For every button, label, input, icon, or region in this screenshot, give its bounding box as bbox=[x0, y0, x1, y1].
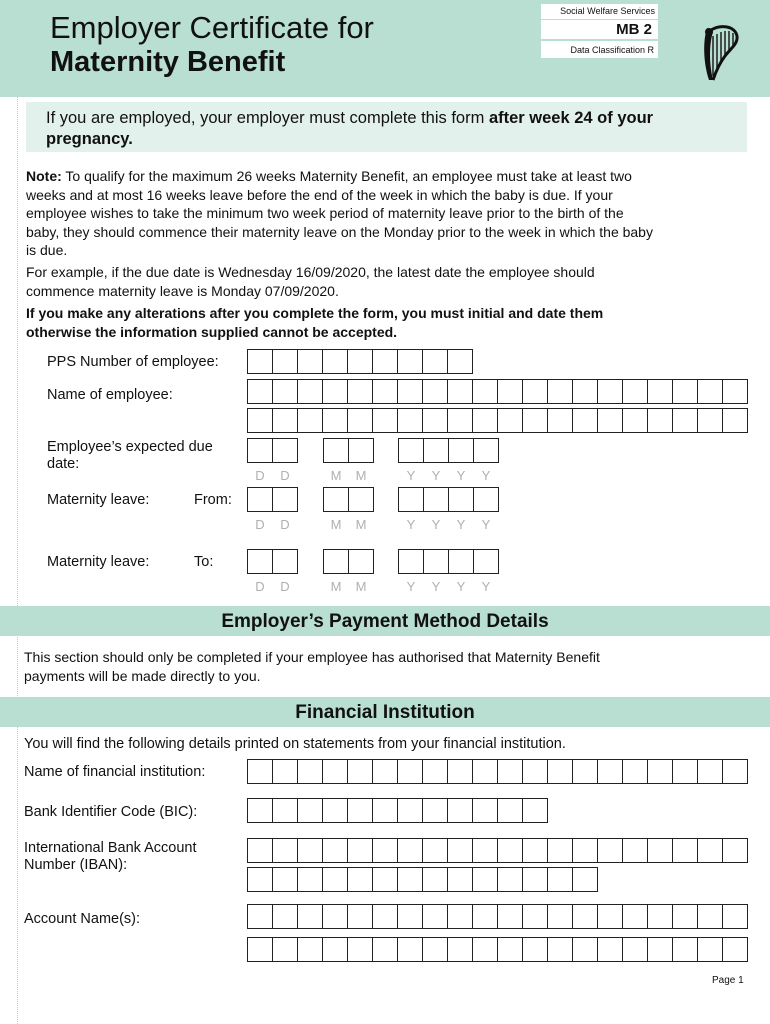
date-hint-char: M bbox=[355, 468, 367, 483]
char-box[interactable] bbox=[423, 867, 448, 892]
char-box[interactable] bbox=[298, 798, 323, 823]
char-box[interactable] bbox=[373, 408, 398, 433]
char-box[interactable] bbox=[423, 349, 448, 374]
from-label: From: bbox=[194, 492, 232, 508]
char-box[interactable] bbox=[423, 798, 448, 823]
char-box[interactable] bbox=[573, 379, 598, 404]
to-label: To: bbox=[194, 554, 214, 570]
example-line2: commence maternity leave is Monday 07/09/2020. bbox=[26, 282, 339, 299]
char-box[interactable] bbox=[323, 759, 348, 784]
date-hint-char: D bbox=[255, 517, 265, 532]
date-hint-char: M bbox=[355, 579, 367, 594]
leave-to-month-input[interactable] bbox=[323, 549, 374, 574]
account-name-label: Account Name(s): bbox=[24, 911, 141, 927]
char-box[interactable] bbox=[399, 549, 424, 574]
char-box[interactable] bbox=[449, 487, 474, 512]
char-box[interactable] bbox=[723, 937, 748, 962]
institution-name-input[interactable] bbox=[247, 759, 748, 784]
payment-line1: This section should only be completed if your employee has authorised that Maternity Benefit bbox=[24, 649, 600, 665]
char-box[interactable] bbox=[473, 798, 498, 823]
char-box[interactable] bbox=[648, 379, 673, 404]
margin-guide bbox=[17, 0, 18, 1024]
char-box[interactable] bbox=[248, 379, 273, 404]
char-box[interactable] bbox=[373, 349, 398, 374]
char-box[interactable] bbox=[548, 408, 573, 433]
char-box[interactable] bbox=[498, 838, 523, 863]
char-box[interactable] bbox=[448, 759, 473, 784]
pps-label: PPS Number of employee: bbox=[47, 354, 219, 370]
char-box[interactable] bbox=[248, 438, 273, 463]
char-box[interactable] bbox=[273, 487, 298, 512]
char-box[interactable] bbox=[273, 867, 298, 892]
char-box[interactable] bbox=[348, 838, 373, 863]
char-box[interactable] bbox=[673, 904, 698, 929]
date-hint-char: D bbox=[255, 579, 265, 594]
char-box[interactable] bbox=[723, 379, 748, 404]
date-hint-char: M bbox=[355, 517, 367, 532]
date-hint-char: D bbox=[280, 468, 290, 483]
pps-number-input[interactable] bbox=[247, 349, 473, 374]
char-box[interactable] bbox=[398, 867, 423, 892]
char-box[interactable] bbox=[498, 798, 523, 823]
char-box[interactable] bbox=[698, 904, 723, 929]
harp-icon bbox=[697, 22, 743, 86]
char-box[interactable] bbox=[298, 838, 323, 863]
char-box[interactable] bbox=[473, 379, 498, 404]
alterations-warning bbox=[26, 304, 754, 341]
leave-to-label: Maternity leave: bbox=[47, 554, 150, 570]
char-box[interactable] bbox=[273, 904, 298, 929]
char-box[interactable] bbox=[548, 379, 573, 404]
char-box[interactable] bbox=[498, 759, 523, 784]
char-box[interactable] bbox=[423, 937, 448, 962]
char-box[interactable] bbox=[323, 379, 348, 404]
char-box[interactable] bbox=[598, 408, 623, 433]
char-box[interactable] bbox=[398, 349, 423, 374]
account-name-input-line1[interactable] bbox=[247, 904, 748, 929]
char-box[interactable] bbox=[623, 759, 648, 784]
date-hint-char: Y bbox=[406, 579, 416, 594]
char-box[interactable] bbox=[473, 937, 498, 962]
char-box[interactable] bbox=[423, 759, 448, 784]
char-box[interactable] bbox=[474, 549, 499, 574]
due-date-month-input[interactable] bbox=[323, 438, 374, 463]
char-box[interactable] bbox=[449, 549, 474, 574]
char-box[interactable] bbox=[398, 759, 423, 784]
char-box[interactable] bbox=[548, 759, 573, 784]
char-box[interactable] bbox=[248, 838, 273, 863]
char-box[interactable] bbox=[448, 408, 473, 433]
date-hint-char: D bbox=[255, 468, 265, 483]
financial-heading: Financial Institution bbox=[0, 697, 770, 727]
char-box[interactable] bbox=[698, 759, 723, 784]
char-box[interactable] bbox=[698, 838, 723, 863]
char-box[interactable] bbox=[373, 838, 398, 863]
char-box[interactable] bbox=[323, 904, 348, 929]
char-box[interactable] bbox=[648, 937, 673, 962]
char-box[interactable] bbox=[698, 408, 723, 433]
char-box[interactable] bbox=[448, 904, 473, 929]
char-box[interactable] bbox=[623, 379, 648, 404]
char-box[interactable] bbox=[498, 904, 523, 929]
char-box[interactable] bbox=[348, 937, 373, 962]
char-box[interactable] bbox=[623, 904, 648, 929]
char-box[interactable] bbox=[598, 379, 623, 404]
employee-name-input-line1[interactable] bbox=[247, 379, 748, 404]
leave-from-day-input[interactable] bbox=[247, 487, 298, 512]
char-box[interactable] bbox=[298, 408, 323, 433]
note-line1: To qualify for the maximum 26 weeks Maternity Benefit, an employee must take at least two bbox=[65, 168, 632, 184]
note-paragraph bbox=[26, 167, 754, 260]
date-hint-char: M bbox=[330, 517, 342, 532]
char-box[interactable] bbox=[673, 379, 698, 404]
char-box[interactable] bbox=[273, 937, 298, 962]
intro-box bbox=[26, 102, 747, 152]
char-box[interactable] bbox=[523, 937, 548, 962]
char-box[interactable] bbox=[424, 549, 449, 574]
due-date-day-input[interactable] bbox=[247, 438, 298, 463]
due-date-year-input[interactable] bbox=[398, 438, 499, 463]
char-box[interactable] bbox=[298, 759, 323, 784]
date-hint-char: Y bbox=[481, 468, 491, 483]
char-box[interactable] bbox=[273, 379, 298, 404]
char-box[interactable] bbox=[448, 838, 473, 863]
char-box[interactable] bbox=[523, 867, 548, 892]
char-box[interactable] bbox=[424, 438, 449, 463]
iban-input-line1[interactable] bbox=[247, 838, 748, 863]
char-box[interactable] bbox=[573, 759, 598, 784]
char-box[interactable] bbox=[399, 487, 424, 512]
classification-label: Data Classification R bbox=[541, 40, 658, 58]
char-box[interactable] bbox=[248, 487, 273, 512]
employee-name-input-line2[interactable] bbox=[247, 408, 748, 433]
char-box[interactable] bbox=[648, 759, 673, 784]
leave-from-year-input[interactable] bbox=[398, 487, 499, 512]
leave-to-day-input[interactable] bbox=[247, 549, 298, 574]
char-box[interactable] bbox=[373, 798, 398, 823]
date-hint-char: Y bbox=[481, 517, 491, 532]
form-title-line2: Maternity Benefit bbox=[50, 46, 286, 78]
char-box[interactable] bbox=[423, 379, 448, 404]
char-box[interactable] bbox=[273, 838, 298, 863]
due-date-label-line2: date: bbox=[47, 456, 80, 472]
char-box[interactable] bbox=[523, 379, 548, 404]
employee-name-label: Name of employee: bbox=[47, 387, 173, 403]
char-box[interactable] bbox=[398, 798, 423, 823]
note-line2: weeks and at most 16 weeks leave before the end of the week in which the baby is due. If your bbox=[26, 186, 613, 203]
char-box[interactable] bbox=[523, 759, 548, 784]
date-hint-char: Y bbox=[431, 579, 441, 594]
char-box[interactable] bbox=[623, 408, 648, 433]
char-box[interactable] bbox=[348, 904, 373, 929]
date-hint-char: D bbox=[280, 579, 290, 594]
iban-label-line2: Number (IBAN): bbox=[24, 857, 128, 873]
char-box[interactable] bbox=[448, 379, 473, 404]
char-box[interactable] bbox=[648, 408, 673, 433]
iban-label-line1: International Bank Account bbox=[24, 840, 197, 856]
date-hint-char: Y bbox=[456, 517, 466, 532]
char-box[interactable] bbox=[473, 759, 498, 784]
char-box[interactable] bbox=[398, 904, 423, 929]
char-box[interactable] bbox=[498, 379, 523, 404]
payment-line2: payments will be made directly to you. bbox=[24, 667, 261, 684]
char-box[interactable] bbox=[523, 798, 548, 823]
char-box[interactable] bbox=[648, 904, 673, 929]
char-box[interactable] bbox=[548, 867, 573, 892]
char-box[interactable] bbox=[373, 759, 398, 784]
department-label: Social Welfare Services bbox=[541, 4, 658, 19]
char-box[interactable] bbox=[423, 838, 448, 863]
intro-text: If you are employed, your employer must complete this form bbox=[46, 109, 489, 127]
char-box[interactable] bbox=[273, 798, 298, 823]
page-number: Page 1 bbox=[712, 975, 744, 986]
char-box[interactable] bbox=[273, 549, 298, 574]
char-box[interactable] bbox=[448, 867, 473, 892]
char-box[interactable] bbox=[348, 867, 373, 892]
char-box[interactable] bbox=[673, 838, 698, 863]
char-box[interactable] bbox=[598, 838, 623, 863]
char-box[interactable] bbox=[248, 549, 273, 574]
form-title-line1: Employer Certificate for bbox=[50, 10, 374, 45]
char-box[interactable] bbox=[423, 408, 448, 433]
date-hint-char: M bbox=[330, 579, 342, 594]
leave-from-label: Maternity leave: bbox=[47, 492, 150, 508]
char-box[interactable] bbox=[573, 904, 598, 929]
char-box[interactable] bbox=[349, 487, 374, 512]
char-box[interactable] bbox=[473, 408, 498, 433]
char-box[interactable] bbox=[449, 438, 474, 463]
char-box[interactable] bbox=[373, 379, 398, 404]
date-hint-char: D bbox=[280, 517, 290, 532]
char-box[interactable] bbox=[673, 759, 698, 784]
char-box[interactable] bbox=[523, 408, 548, 433]
char-box[interactable] bbox=[573, 408, 598, 433]
iban-input-line2[interactable] bbox=[247, 867, 598, 892]
char-box[interactable] bbox=[298, 349, 323, 374]
char-box[interactable] bbox=[474, 438, 499, 463]
char-box[interactable] bbox=[673, 937, 698, 962]
char-box[interactable] bbox=[324, 549, 349, 574]
leave-to-year-input[interactable] bbox=[398, 549, 499, 574]
form-code: MB 2 bbox=[541, 19, 658, 39]
char-box[interactable] bbox=[398, 838, 423, 863]
char-box[interactable] bbox=[398, 408, 423, 433]
intro-bold-2: pregnancy. bbox=[46, 130, 133, 148]
char-box[interactable] bbox=[723, 408, 748, 433]
account-name-input-line2[interactable] bbox=[247, 937, 748, 962]
char-box[interactable] bbox=[398, 937, 423, 962]
date-hint-char: Y bbox=[456, 579, 466, 594]
note-label: Note: bbox=[26, 168, 62, 184]
char-box[interactable] bbox=[448, 349, 473, 374]
char-box[interactable] bbox=[623, 838, 648, 863]
char-box[interactable] bbox=[348, 408, 373, 433]
date-hint-char: Y bbox=[406, 517, 416, 532]
char-box[interactable] bbox=[323, 838, 348, 863]
char-box[interactable] bbox=[323, 798, 348, 823]
char-box[interactable] bbox=[324, 438, 349, 463]
date-hint-char: Y bbox=[406, 468, 416, 483]
char-box[interactable] bbox=[498, 937, 523, 962]
char-box[interactable] bbox=[573, 838, 598, 863]
due-date-label bbox=[47, 439, 213, 473]
char-box[interactable] bbox=[573, 867, 598, 892]
char-box[interactable] bbox=[349, 438, 374, 463]
char-box[interactable] bbox=[349, 549, 374, 574]
char-box[interactable] bbox=[324, 487, 349, 512]
char-box[interactable] bbox=[323, 867, 348, 892]
intro-bold-1: after week 24 of your bbox=[488, 109, 654, 127]
char-box[interactable] bbox=[323, 937, 348, 962]
payment-paragraph bbox=[24, 648, 752, 685]
char-box[interactable] bbox=[273, 408, 298, 433]
char-box[interactable] bbox=[273, 438, 298, 463]
bic-input[interactable] bbox=[247, 798, 548, 823]
form-code-box bbox=[541, 4, 658, 58]
char-box[interactable] bbox=[473, 867, 498, 892]
char-box[interactable] bbox=[248, 867, 273, 892]
char-box[interactable] bbox=[723, 838, 748, 863]
char-box[interactable] bbox=[298, 904, 323, 929]
char-box[interactable] bbox=[248, 798, 273, 823]
char-box[interactable] bbox=[399, 438, 424, 463]
char-box[interactable] bbox=[648, 838, 673, 863]
char-box[interactable] bbox=[248, 759, 273, 784]
char-box[interactable] bbox=[548, 904, 573, 929]
char-box[interactable] bbox=[348, 349, 373, 374]
example-line1: For example, if the due date is Wednesday 16/09/2020, the latest date the employee should bbox=[26, 264, 595, 280]
char-box[interactable] bbox=[473, 904, 498, 929]
note-line3: employee wishes to take the minimum two week period of maternity leave prior to the birth of the bbox=[26, 205, 624, 221]
char-box[interactable] bbox=[424, 487, 449, 512]
char-box[interactable] bbox=[498, 867, 523, 892]
char-box[interactable] bbox=[623, 937, 648, 962]
char-box[interactable] bbox=[448, 798, 473, 823]
date-hint-char: Y bbox=[481, 579, 491, 594]
char-box[interactable] bbox=[448, 937, 473, 962]
char-box[interactable] bbox=[473, 838, 498, 863]
bic-label: Bank Identifier Code (BIC): bbox=[24, 804, 198, 820]
char-box[interactable] bbox=[573, 937, 598, 962]
char-box[interactable] bbox=[373, 867, 398, 892]
char-box[interactable] bbox=[248, 904, 273, 929]
char-box[interactable] bbox=[348, 798, 373, 823]
leave-from-month-input[interactable] bbox=[323, 487, 374, 512]
char-box[interactable] bbox=[373, 904, 398, 929]
due-date-label-line1: Employee’s expected due bbox=[47, 439, 213, 455]
char-box[interactable] bbox=[423, 904, 448, 929]
financial-intro: You will find the following details printed on statements from your financial institution. bbox=[24, 736, 566, 752]
char-box[interactable] bbox=[673, 408, 698, 433]
alterations-line1: If you make any alterations after you complete the form, you must initial and date them bbox=[26, 305, 604, 321]
char-box[interactable] bbox=[348, 379, 373, 404]
char-box[interactable] bbox=[248, 408, 273, 433]
date-hint-char: Y bbox=[431, 517, 441, 532]
char-box[interactable] bbox=[398, 379, 423, 404]
institution-name-label: Name of financial institution: bbox=[24, 764, 206, 780]
char-box[interactable] bbox=[598, 937, 623, 962]
example-paragraph bbox=[26, 263, 754, 300]
char-box[interactable] bbox=[323, 408, 348, 433]
char-box[interactable] bbox=[348, 759, 373, 784]
note-line4: baby, they should commence their maternity leave on the Monday prior to the week in which the baby bbox=[26, 223, 653, 240]
char-box[interactable] bbox=[698, 937, 723, 962]
char-box[interactable] bbox=[273, 349, 298, 374]
char-box[interactable] bbox=[598, 904, 623, 929]
char-box[interactable] bbox=[523, 904, 548, 929]
char-box[interactable] bbox=[548, 838, 573, 863]
char-box[interactable] bbox=[248, 937, 273, 962]
char-box[interactable] bbox=[248, 349, 273, 374]
char-box[interactable] bbox=[323, 349, 348, 374]
char-box[interactable] bbox=[474, 487, 499, 512]
char-box[interactable] bbox=[723, 759, 748, 784]
char-box[interactable] bbox=[523, 838, 548, 863]
char-box[interactable] bbox=[298, 867, 323, 892]
iban-label bbox=[24, 840, 197, 874]
date-hint-char: Y bbox=[431, 468, 441, 483]
char-box[interactable] bbox=[598, 759, 623, 784]
char-box[interactable] bbox=[723, 904, 748, 929]
char-box[interactable] bbox=[698, 379, 723, 404]
date-hint-char: Y bbox=[456, 468, 466, 483]
char-box[interactable] bbox=[298, 937, 323, 962]
payment-heading: Employer’s Payment Method Details bbox=[0, 606, 770, 636]
note-line5: is due. bbox=[26, 242, 68, 258]
char-box[interactable] bbox=[498, 408, 523, 433]
char-box[interactable] bbox=[298, 379, 323, 404]
alterations-line2: otherwise the information supplied cannot be accepted. bbox=[26, 323, 398, 340]
char-box[interactable] bbox=[373, 937, 398, 962]
date-hint-char: M bbox=[330, 468, 342, 483]
char-box[interactable] bbox=[548, 937, 573, 962]
char-box[interactable] bbox=[273, 759, 298, 784]
